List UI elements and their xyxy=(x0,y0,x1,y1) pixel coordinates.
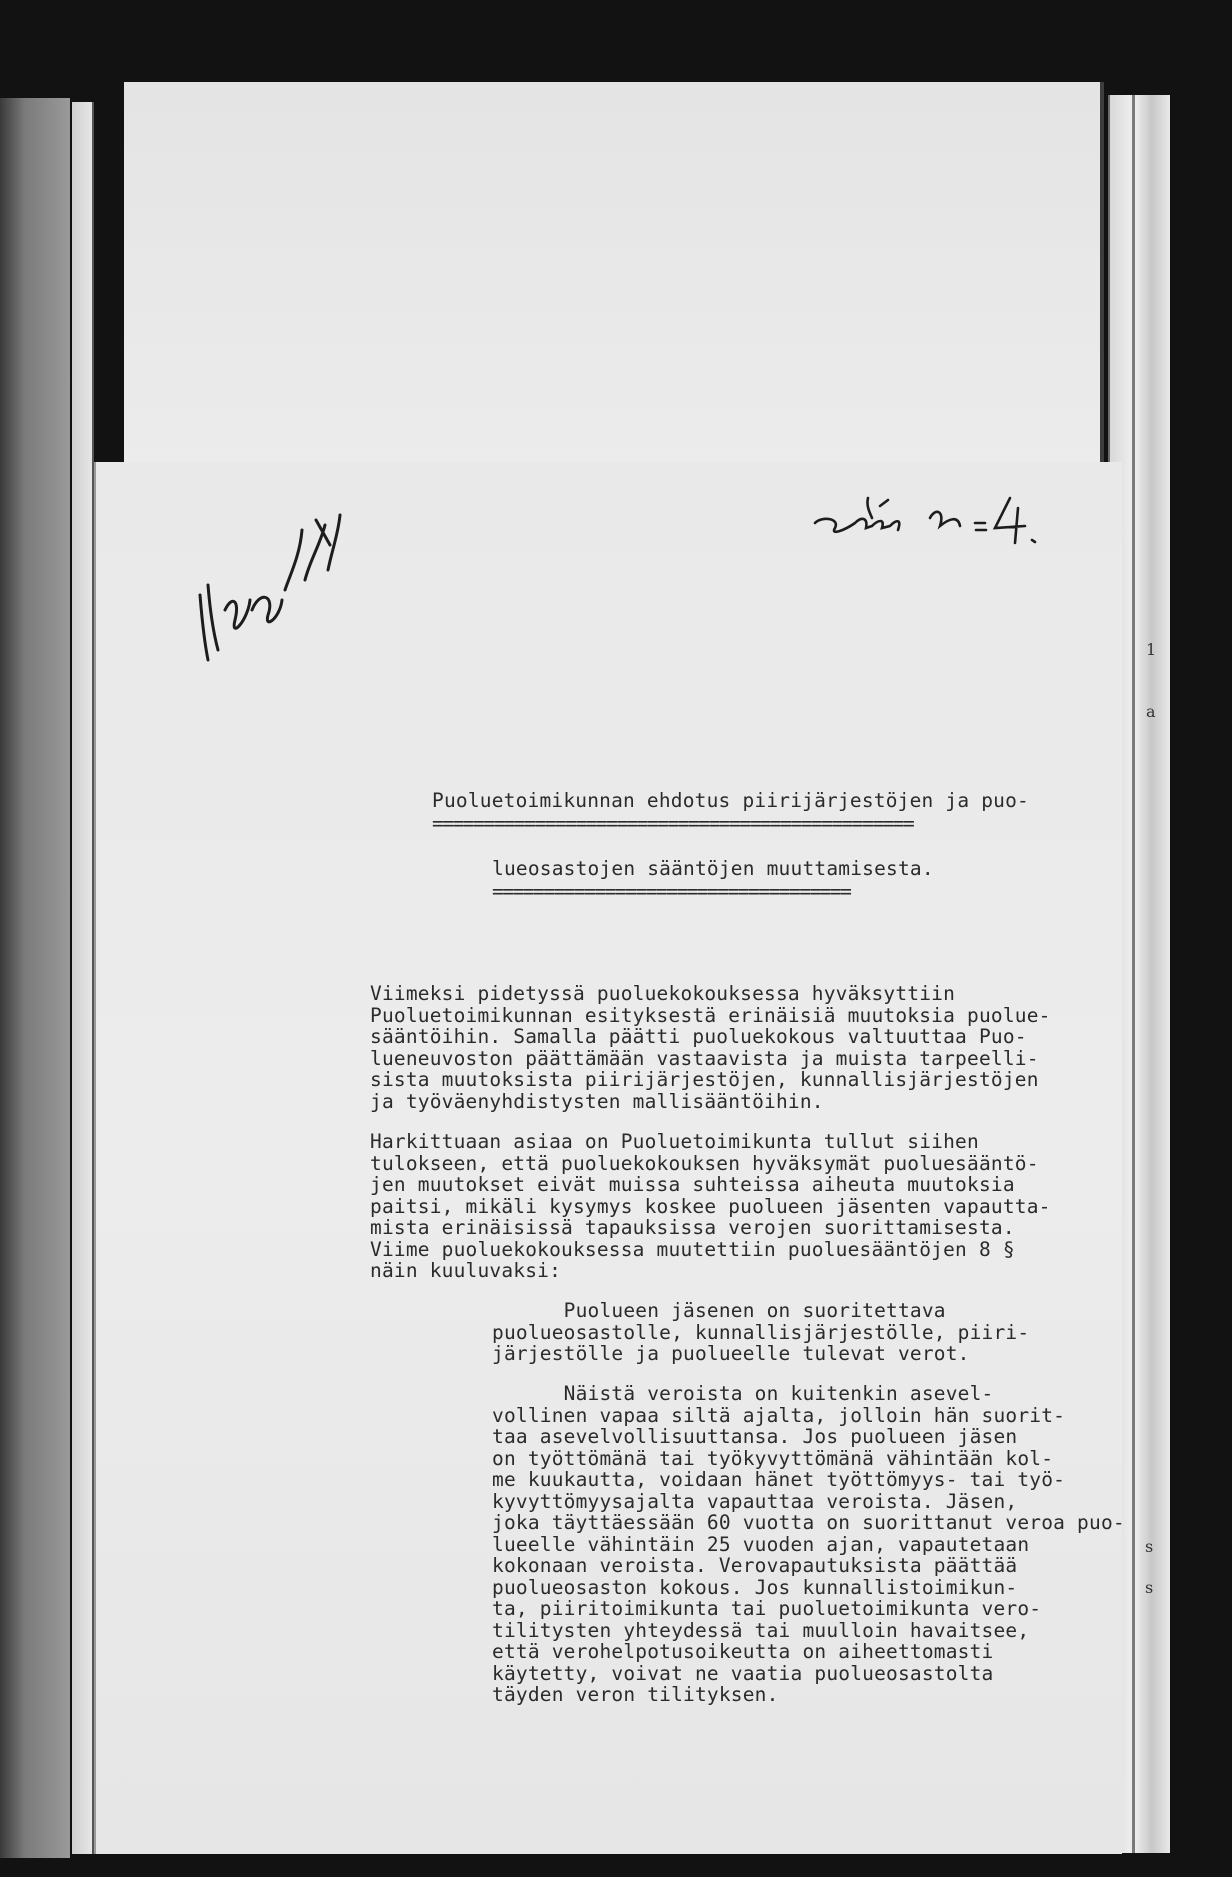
title-underline-1: =============================================== xyxy=(432,812,914,835)
paragraph-1: Viimeksi pidetyssä puoluekokouksessa hyväksyttiin Puoluetoimikunnan esityksestä erinäisiä muutoksia puolue- sääntöihin. Samalla päätti puoluekokous valtuuttaa Puo- lueneuvoston päättämään vastaavista ja muista tarpeelli- sista muutoksista piirijärjestöjen, kunnallisjärjestöjen ja työväenyhdistysten mallisääntöihin. xyxy=(370,982,1051,1113)
quote-paragraph-2: Näistä veroista on kuitenkin asevel- vollinen vapaa siltä ajalta, jolloin hän suorit- taa asevelvollisuuttansa. Jos puolueen jäsen on työttömänä tai työkyvyttömänä vähintään kol- me kuukautta, voidaan hänet työttömyys- tai työ- kyvyttömyysajalta vapauttaa veroista. Jäsen, joka täyttäessään 60 vuotta on suorittanut veroa puo- lueelle vähintäin 25 vuoden ajan, vapautetaan kokonaan veroista. Verovapautuksista päättää puolueosaston kokous. Jos kunnallistoimikun- ta, piiritoimikunta tai puoluetoimikunta vero- tilitysten yhteydessä tai muulloin havaitsee, että verohelpotusoikeutta on aiheettomasti käytetty, voivat ne vaatia puolueosastolta täyden veron tilityksen. xyxy=(492,1382,1125,1706)
overlapping-sheet xyxy=(124,82,1104,477)
handwritten-signature xyxy=(190,500,360,670)
document-title-line1: Puoluetoimikunnan ehdotus piirijärjestöjen ja puo- xyxy=(432,789,1029,812)
margin-fragment: a xyxy=(1146,702,1156,721)
quote-paragraph-1: Puolueen jäsenen on suoritettava puolueosastolle, kunnallisjärjestölle, piiri- järjestölle ja puolueelle tulevat verot. xyxy=(492,1299,1030,1365)
folder-spine xyxy=(0,98,70,1858)
margin-fragment: s xyxy=(1145,1578,1154,1597)
title-underline-2: =================================== xyxy=(492,880,851,903)
paragraph-2: Harkittuaan asiaa on Puoluetoimikunta tullut siihen tulokseen, että puoluekokouksen hyväksymät puoluesääntö- jen muutokset eivät muissa suhteissa aiheuta muutoksia paitsi, mikäli kysymys koskee puolueen jäsenten vapautta- mista erinäisissä tapauksissa verojen suorittamisesta. Viime puoluekokouksessa muutettiin puoluesääntöjen 8 § näin kuuluvaksi: xyxy=(370,1130,1051,1282)
document-title-line2: lueosastojen sääntöjen muuttamisesta. xyxy=(492,857,934,880)
handwritten-note xyxy=(810,488,1070,548)
margin-fragment: s xyxy=(1145,1537,1154,1556)
margin-fragment: 1 xyxy=(1146,640,1157,659)
folder-edge xyxy=(72,102,94,1854)
